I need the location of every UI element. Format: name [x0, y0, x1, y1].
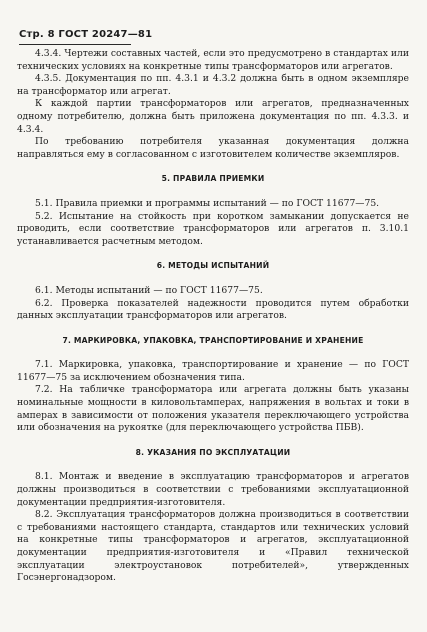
paragraph-6-1: 6.1. Методы испытаний — по ГОСТ 11677—75.: [35, 284, 263, 296]
document-body: [17, 48, 409, 585]
header-rule: [19, 44, 131, 45]
paragraph-4-3-5: 4.3.5. Документация по пп. 4.3.1 и 4.3.2 должна быть в одном экземпляре на трансформатор или агрегат.: [17, 73, 409, 97]
section-8: [17, 447, 409, 585]
section-7-title: 7. МАРКИРОВКА, УПАКОВКА, ТРАНСПОРТИРОВАНИЕ И ХРАНЕНИЕ: [62, 335, 364, 345]
section-5: [17, 173, 409, 248]
paragraph-4-3-4: 4.3.4. Чертежи составных частей, если это предусмотрено в стандартах или технических условиях на конкретные типы трансформаторов или агрегатов.: [17, 48, 409, 72]
paragraph-8-2: 8.2. Эксплуатация трансформаторов должна производиться в соответствии с требованиями настоящего стандарта, стандартов или технических условий на конкретные типы трансформаторов и агрегатов, эксплуатационной документации предприятия-изготовителя и «Правил технической эксплуатации электроустановок потребителей», утвержденных Госэнергонадзором.: [17, 509, 409, 584]
section-continuation: [17, 48, 409, 161]
paragraph-6-2: 6.2. Проверка показателей надежности проводится путем обработки данных эксплуатации трансформаторов или агрегатов.: [17, 297, 409, 322]
paragraph-7-1: 7.1. Маркировка, упаковка, транспортирование и хранение — по ГОСТ 11677—75 за исключением обозначения типа.: [17, 359, 409, 383]
section-6: [17, 260, 409, 322]
section-5-title: 5. ПРАВИЛА ПРИЕМКИ: [161, 174, 265, 184]
paragraph-batch-docs: К каждой партии трансформаторов или агрегатов, предназначенных одному потребителю, должна быть приложена документация по пп. 4.3.3. и 4.3.4.: [17, 98, 409, 135]
paragraph-consumer-request: По требованию потребителя указанная документация должна направляться ему в согласованном с изготовителем количестве экземпляров.: [17, 136, 409, 160]
paragraph-5-2: 5.2. Испытание на стойкость при коротком замыкании допускается не проводить, если соответствие трансформаторов или агрегатов п. 3.10.1 устанавливается расчетным методом.: [17, 210, 409, 247]
paragraph-8-1: 8.1. Монтаж и введение в эксплуатацию трансформаторов и агрегатов должны производиться в соответствии с требованиями эксплуатационной документации предприятия-изготовителя.: [17, 471, 409, 508]
section-7: [17, 335, 409, 435]
paragraph-7-2: 7.2. На табличке трансформатора или агрегата должны быть указаны номинальные мощности в киловольтамперах, напряжения в вольтах и токи в амперах в зависимости от положения указателя переключающего устройства или обозначения на рукоятке (для переключающего устройства ПБВ).: [17, 384, 409, 434]
paragraph-5-1: 5.1. Правила приемки и программы испытаний — по ГОСТ 11677—75.: [35, 197, 380, 209]
section-8-title: 8. УКАЗАНИЯ ПО ЭКСПЛУАТАЦИИ: [135, 447, 291, 457]
page-header: Стр. 8 ГОСТ 20247—81: [19, 29, 153, 40]
section-6-title: 6. МЕТОДЫ ИСПЫТАНИЙ: [156, 261, 270, 271]
